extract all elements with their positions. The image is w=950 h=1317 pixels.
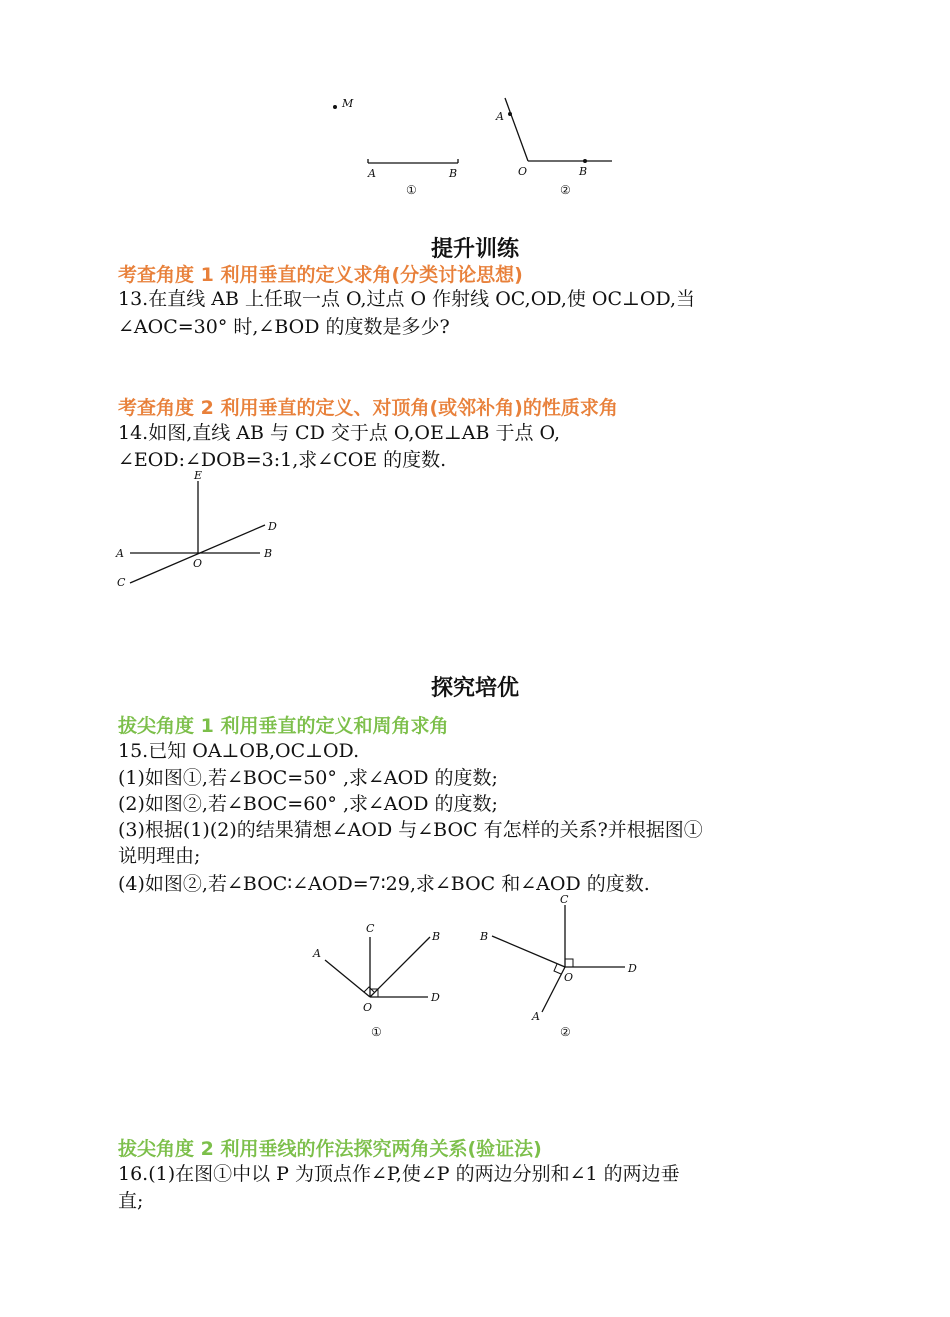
label-b: B [480, 930, 489, 943]
ray-ob [492, 936, 565, 967]
label-a: A [313, 947, 321, 960]
top-angle-heading-1: 拔尖角度 1 利用垂直的定义和周角求角 [118, 715, 449, 737]
angle-heading-2: 考查角度 2 利用垂直的定义、对顶角(或邻补角)的性质求角 [118, 397, 618, 419]
label-o: O [363, 1001, 373, 1014]
label-a: A [496, 110, 504, 123]
q15-line-3: (2)如图②,若∠BOC=60° ,求∠AOD 的度数; [118, 793, 498, 815]
ray-ob [370, 937, 430, 997]
q16-line-1: 16.(1)在图①中以 P 为顶点作∠P,使∠P 的两边分别和∠1 的两边垂 [118, 1163, 680, 1185]
q15-line-6: (4)如图②,若∠BOC∶∠AOD=7∶29,求∠BOC 和∠AOD 的度数. [118, 873, 650, 895]
q13-line-2: ∠AOC=30° 时,∠BOD 的度数是多少? [118, 316, 450, 338]
q15-line-5: 说明理由; [118, 845, 201, 867]
q15-line-1: 15.已知 OA⊥OB,OC⊥OD. [118, 740, 360, 762]
label-d: D [268, 520, 277, 533]
top-angle-heading-2: 拔尖角度 2 利用垂线的作法探究两角关系(验证法) [118, 1138, 542, 1160]
caption-1: ① [406, 183, 417, 197]
label-b: B [579, 165, 588, 178]
label-e: E [194, 469, 203, 482]
figure-q15-1 [300, 915, 460, 1045]
point-m [333, 105, 337, 109]
ray-oa [505, 98, 528, 161]
label-c: C [117, 576, 126, 589]
q13-line-1: 13.在直线 AB 上任取一点 O,过点 O 作射线 OC,OD,使 OC⊥OD,当 [118, 288, 696, 310]
caption-1: ① [371, 1025, 382, 1039]
label-b: B [264, 547, 273, 560]
label-d: D [431, 991, 440, 1004]
q15-line-2: (1)如图①,若∠BOC=50° ,求∠AOD 的度数; [118, 767, 498, 789]
q14-line-2: ∠EOD:∠DOB=3:1,求∠COE 的度数. [118, 449, 447, 471]
figure-top-1 [320, 90, 480, 210]
q15-line-4: (3)根据(1)(2)的结果猜想∠AOD 与∠BOC 有怎样的关系?并根据图① [118, 819, 703, 841]
q14-line-1: 14.如图,直线 AB 与 CD 交于点 O,OE⊥AB 于点 O, [118, 422, 560, 444]
section-title-advanced: 探究培优 [430, 676, 519, 701]
right-angle-mark [565, 959, 573, 967]
label-o: O [518, 165, 528, 178]
q16-line-2: 直; [118, 1190, 144, 1212]
figure-q15-2 [470, 890, 650, 1045]
ray-oa [325, 960, 370, 997]
label-m: M [342, 97, 354, 110]
label-a: A [116, 547, 124, 560]
label-o: O [193, 557, 203, 570]
caption-2: ② [560, 1025, 571, 1039]
label-a: A [532, 1010, 540, 1023]
figure-q14 [110, 465, 300, 595]
label-b: B [432, 930, 441, 943]
label-c: C [560, 893, 569, 906]
ray-oa [542, 967, 565, 1012]
caption-2: ② [560, 183, 571, 197]
label-b: B [449, 167, 458, 180]
label-d: D [628, 962, 637, 975]
label-c: C [366, 922, 375, 935]
angle-heading-1: 考查角度 1 利用垂直的定义求角(分类讨论思想) [118, 264, 523, 286]
section-title-training: 提升训练 [430, 237, 519, 262]
point-b [583, 159, 587, 163]
point-a [508, 112, 512, 116]
figure-top-2 [490, 90, 630, 210]
label-a: A [368, 167, 376, 180]
label-o: O [564, 971, 574, 984]
